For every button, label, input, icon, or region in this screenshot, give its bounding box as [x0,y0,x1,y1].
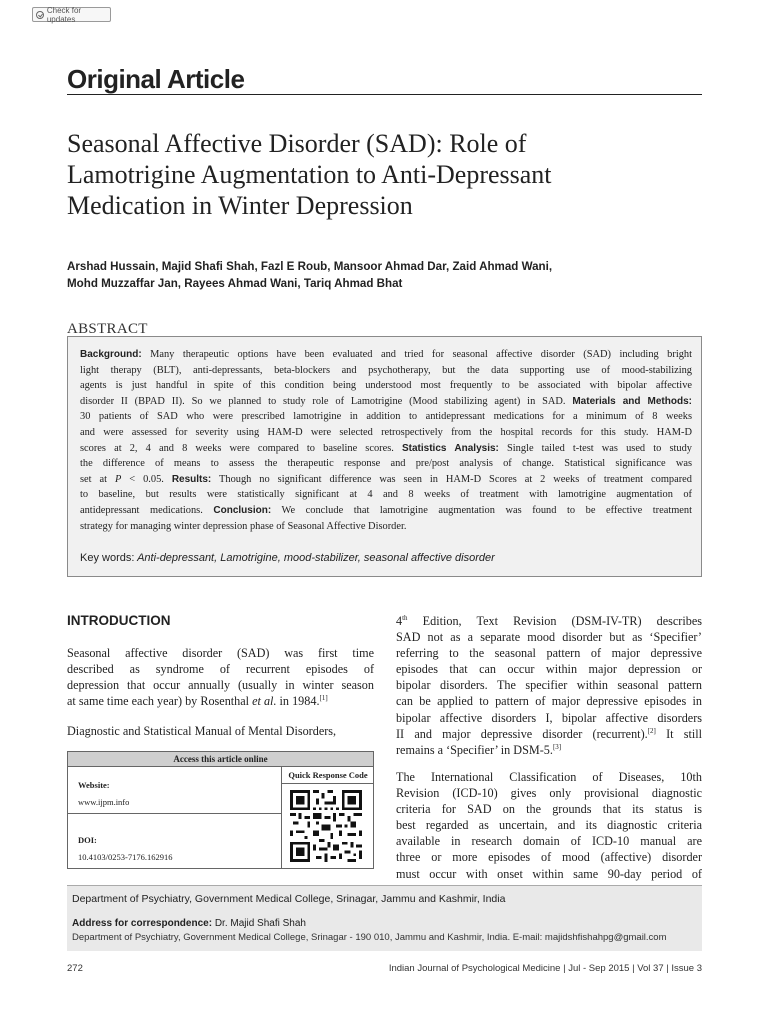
abstract-line: 30 patients of SAD who were prescribed lamotrigine in addition to antidepressant medications for a minimum of 8 weeks [80,411,692,423]
title-line: Lamotrigine Augmentation to Anti-Depressant [67,160,552,189]
abstract-line: set at P < 0.05. Results: Though no significant difference was seen in HAM-D Scores at 2 weeks of treatment compared [80,473,692,485]
text-line: episodes that can occur within major depression or [396,662,702,677]
text-line: bipolar disorders. The specifier within seasonal pattern [396,678,702,693]
introduction-heading: INTRODUCTION [67,613,171,628]
divider [68,813,281,814]
journal-citation: Indian Journal of Psychological Medicine | Jul - Sep 2015 | Vol 37 | Issue 3 [388,963,702,974]
text-line: three or more episodes of mood (affective) disorder [396,850,702,865]
abstract-line: and were assessed for severity using HAM-D were selected retrospectively from the hospital records for this study. HAM-D [80,426,692,438]
text-line: bipolar affective disorders I, bipolar affective disorders [396,710,702,725]
abstract-line: antidepressant medications. Conclusion: We conclude that lamotrigine augmentation was found to be effective treatment [80,504,692,516]
abstract-line: light therapy (BLT), anti-depressants, beta-blockers and psychotherapy, but the data supporting use of mood-stabilizing [80,364,692,376]
article-title [67,128,667,221]
correspondence-name: Address for correspondence: Dr. Majid Shafi Shah [72,918,306,929]
website-link[interactable]: www.ijpm.info [78,797,130,807]
correspondence-label: Address for correspondence: [72,918,213,929]
website-label: Website: [78,780,110,790]
text-line: depression that occur annually (usually in winter season [67,678,374,693]
text-line: must occur with onset within same 90-day period of [396,866,702,881]
qr-code-icon[interactable] [290,790,362,862]
text-line: 4th Edition, Text Revision (DSM-IV-TR) describes [396,613,702,628]
title-line: Seasonal Affective Disorder (SAD): Role of [67,129,527,158]
badge-label: Check for updates [46,5,82,24]
page-number: 272 [67,963,83,974]
abstract-line: scores at 2, 4 and 8 weeks were compared to baseline scores. Statistics Analysis: Single tailed t-test was used to study [80,442,692,454]
citation-ref[interactable]: [1] [319,694,328,703]
intro-paragraph [67,723,374,739]
author-line: Arshad Hussain, Majid Shafi Shah, Fazl E Roub, Mansoor Ahmad Dar, Zaid Ahmad Wani, [67,260,553,273]
check-for-updates-badge[interactable] [32,7,111,22]
citation-ref[interactable]: [3] [552,742,562,751]
stats-label: Statistics Analysis: [402,442,499,454]
correspondence-address: Department of Psychiatry, Government Medical College, Srinagar - 190 010, Jammu and Kashmir, India. E-mail: majidshfishahpg@gmail.com [72,932,667,943]
qr-code-label: Quick Response Code [282,767,374,784]
title-line: Medication in Winter Depression [67,191,413,220]
text-line: described as syndrome of recurrent episodes of [67,662,374,677]
article-access-box [67,751,374,869]
abstract-body [80,347,692,534]
access-box-title: Access this article online [68,752,373,767]
text-line: best regarded as uncertain, and its diagnostic criteria [396,818,702,833]
check-circle-icon [36,11,44,19]
text-line: II and major depressive disorder (recurrent).[2] It still [396,726,702,741]
text-line: The International Classification of Diseases, 10th [396,770,702,784]
text-line: Revision (ICD-10) gives only provisional diagnostic [396,786,702,801]
doi-value[interactable]: 10.4103/0253-7176.162916 [78,852,173,862]
abstract-line: strategy for managing winter depression phase of Seasonal Affective Disorder. [80,520,407,532]
keywords-label: Key words: [80,552,135,564]
intro-paragraph [396,769,702,882]
keywords-value: Anti-depressant, Lamotrigine, mood-stabilizer, seasonal affective disorder [134,552,495,564]
intro-paragraph [67,645,374,709]
text-line: referring to the seasonal pattern of major depressive [396,646,702,661]
background-label: Background: [80,349,142,360]
abstract-line: to baseline, but results were statistically significant at 4 and 8 weeks of treatment with lamotrigine augmentation of [80,489,692,501]
text-line: remains a ‘Specifier’ in DSM-5.[3] [396,742,562,757]
results-label: Results: [171,473,212,485]
affiliation: Department of Psychiatry, Government Medical College, Srinagar, Jammu and Kashmir, India [72,893,506,905]
abstract-heading: ABSTRACT [67,321,148,337]
author-line: Mohd Muzzaffar Jan, Rayees Ahmad Wani, Tariq Ahmad Bhat [67,277,403,290]
doi-label: DOI: [78,835,97,845]
text-line: Seasonal affective disorder (SAD) was first time [67,646,374,660]
abstract-line: Background: Many therapeutic options have been evaluated and tried for seasonal affective disorder (SAD) including bright [80,349,692,360]
text-line: Diagnostic and Statistical Manual of Mental Disorders, [67,724,337,738]
abstract-line: disorder II (BPAD II). So we planned to study role of Lamotrigine (Mood stabilizing agent) in SAD. Materials and Methods: [80,395,692,407]
intro-paragraph [396,613,702,758]
abstract-line: the difference of means to assess the therapeutic response and pre/post analysis of change. Statistical significance was [80,458,692,470]
conclusion-label: Conclusion: [213,504,272,516]
text-line: criteria for SAD on the grounds that its status is [396,802,702,817]
methods-label: Materials and Methods: [572,395,692,407]
keywords [80,552,495,564]
text-line: available in research domain of ICD-10 manual are [396,834,702,849]
section-label: Original Article [67,64,702,95]
text-line: SAD not as a separate mood disorder but as ‘Specifier’ [396,630,702,645]
author-list [67,258,707,292]
text-line: can be applied to pattern of major depressive episodes in [396,694,702,709]
abstract-line: agents is just handful in spite of this condition being understood most frequently to be associated with bipolar affective [80,380,692,392]
citation-ref[interactable]: [2] [647,726,656,735]
text-line: at same time each year) by Rosenthal et al. in 1984.[1] [67,694,328,709]
